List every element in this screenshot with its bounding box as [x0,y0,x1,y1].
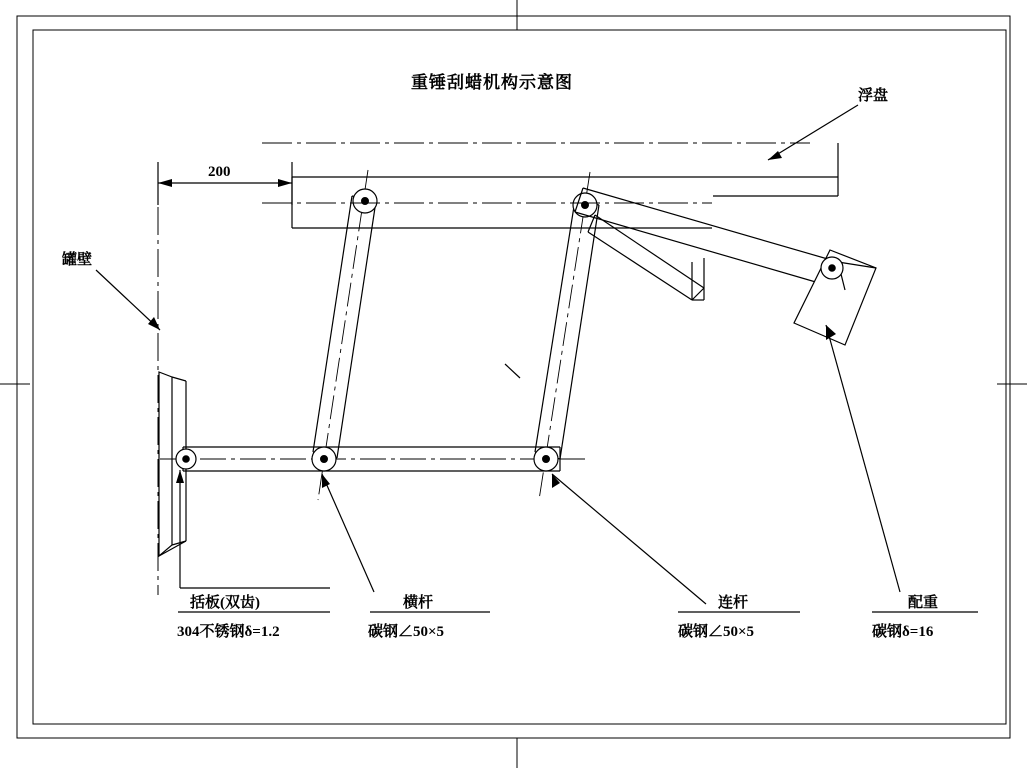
label-counterweight-spec: 碳钢δ=16 [872,624,934,640]
leader-scraper [176,470,330,588]
pivot-left-bottom [312,447,336,471]
dimension-200-text: 200 [208,164,231,180]
pivot-right-bottom [534,447,558,471]
pivot-left-top [353,189,377,213]
label-linkbar-spec: 碳钢∠50×5 [678,624,755,640]
pivot-scraper [176,449,196,469]
label-scraper-name: 括板(双齿) [190,595,260,611]
leader-float-pan [768,105,858,160]
horizontal-bar [160,447,585,471]
label-crossbar-spec: 碳钢∠50×5 [368,624,445,640]
leader-linkbar [552,474,706,604]
center-tick [505,364,520,378]
label-tank-wall: 罐壁 [62,252,93,268]
pivot-counterweight [821,257,843,279]
drawing-title: 重锤刮蜡机构示意图 [411,73,573,92]
leader-tank-wall [96,270,160,330]
pivot-right-top [573,193,597,217]
label-scraper-spec: 304不锈钢δ=1.2 [177,624,280,640]
label-float-pan: 浮盘 [858,88,889,104]
float-pan-reference-line [262,143,810,203]
leader-crossbar [322,474,374,592]
label-counterweight-name: 配重 [908,595,939,611]
label-crossbar-name: 横杆 [403,595,434,611]
leader-counterweight [826,325,900,592]
label-linkbar-name: 连杆 [718,595,749,611]
